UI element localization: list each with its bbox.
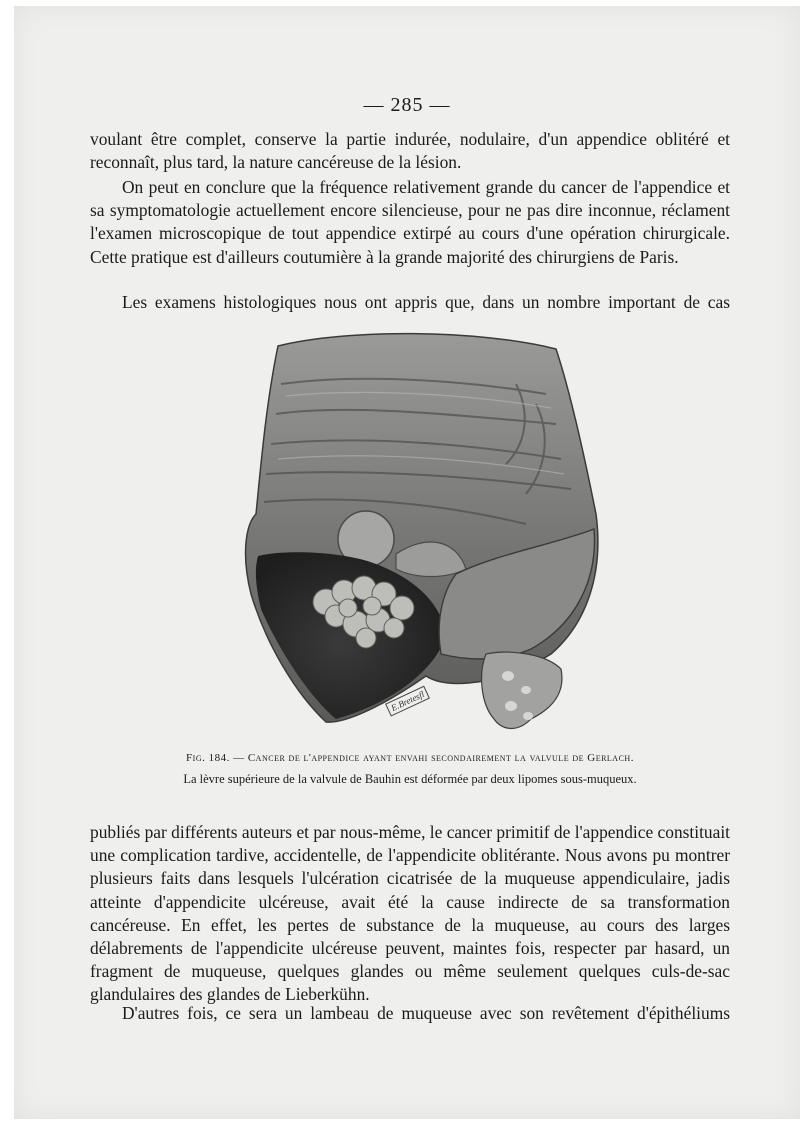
figure-caption <box>90 752 730 764</box>
figure-title: Cancer de l'appendice ayant envahi secondairement la valvule de Gerlach. <box>247 752 634 764</box>
paragraph-2: On peut en conclure que la fréquence relativement grande du cancer de l'appendice et sa symptomatologie actuellement encore silencieuse, pour ne pas dire inconnue, réclament l'examen microscopique de tout appendice extirpé au cours d'une opération chirurgicale. Cette pratique est d'ailleurs coutumière à la grande majorité des chirurgiens de Paris. <box>90 177 730 267</box>
paragraph-4: publiés par différents auteurs et par nous-même, le cancer primitif de l'appendice constituait une complication tardive, accidentelle, de l'appendicite oblitérante. Nous avons pu montrer plusieurs faits dans lesquels l'ulcération cicatrisée de la muqueuse appendiculaire, jadis atteinte d'appendicite ulcéreuse, avait été la cause indirecte de sa transformation cancéreuse. En effet, les pertes de substance de la muqueuse, au cours des larges délabrements de l'appendicite ulcéreuse peuvent, maintes fois, respecter par hasard, un fragment de muqueuse, quelques glandes ou même seulement quelques culs-de-sac glandulaires des glandes de Lieberkühn. <box>90 822 730 1005</box>
document-page <box>14 6 800 1119</box>
paragraph-3: Les examens histologiques nous ont appris que, dans un nombre important de cas <box>122 292 730 312</box>
illustrator-signature: E.Bretesfl <box>385 685 430 716</box>
figure-label: Fig. 184. — <box>186 752 245 764</box>
figure-subtitle: La lèvre supérieure de la valvule de Bauhin est déformée par deux lipomes sous-muqueux. <box>183 772 637 786</box>
anatomical-illustration <box>226 324 606 744</box>
page-number: — 285 — <box>363 94 451 116</box>
paragraph-5: D'autres fois, ce sera un lambeau de muqueuse avec son revêtement d'épithéliums <box>122 1003 730 1023</box>
paragraph-1: voulant être complet, conserve la partie indurée, nodulaire, d'un appendice oblitéré et reconnaît, plus tard, la nature cancéreuse de la lésion. <box>90 129 730 173</box>
